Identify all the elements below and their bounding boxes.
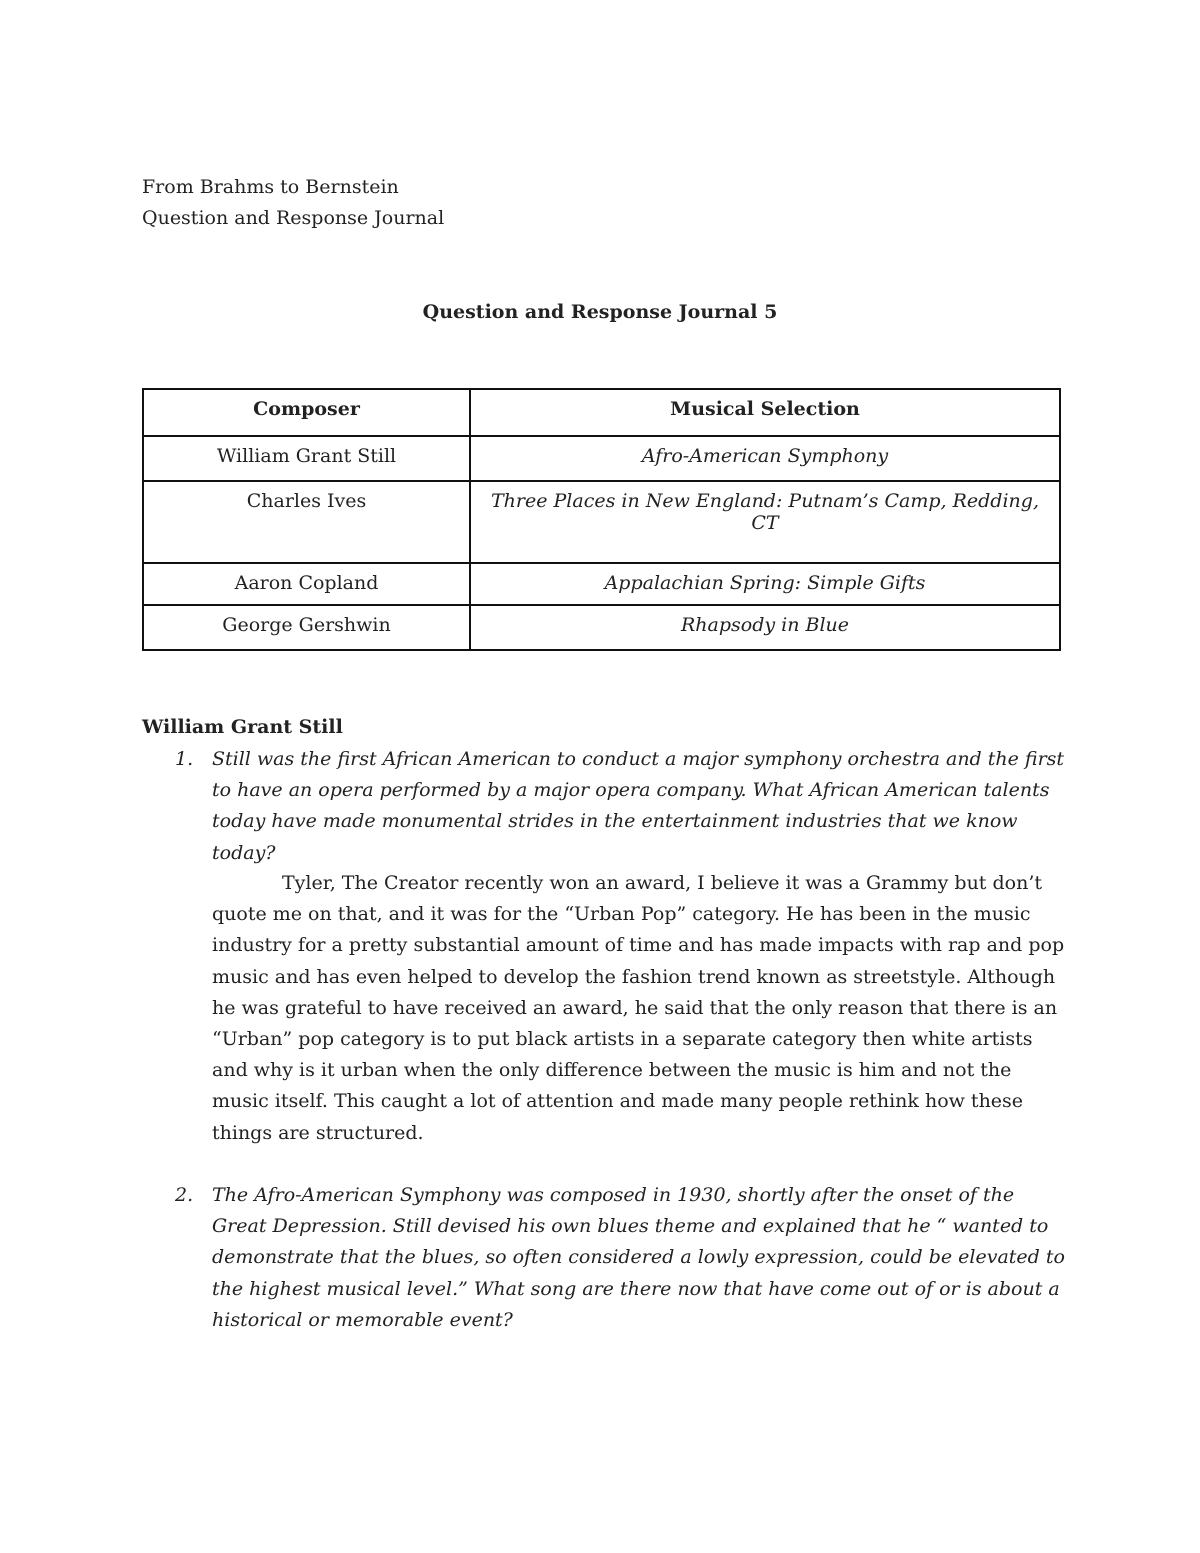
selection-cell: Appalachian Spring: Simple Gifts [470,563,1060,605]
composer-cell: William Grant Still [143,436,470,481]
table-row [143,436,1060,481]
section-heading: William Grant Still [142,716,343,738]
selection-cell: Three Places in New England: Putnam’s Camp, Redding, CT [470,481,1060,563]
composer-cell: Aaron Copland [143,563,470,605]
table-row [143,481,1060,563]
header-musical-selection: Musical Selection [470,389,1060,436]
question-text: The Afro-American Symphony was composed in 1930, shortly after the onset of the Great Depression. Still devised his own blues theme and explained that he “ wanted to demonstrate that the blues, so often considered a lowly expression, could be elevated to the highest musical level.” What song are there now that have come out of or is about a historical or memorable event? [212,1184,1065,1331]
question-item [142,1180,1072,1336]
question-number: 2. [175,1184,194,1206]
composer-table [142,388,1061,651]
selection-cell: Afro-American Symphony [470,436,1060,481]
table-row [143,563,1060,605]
composer-cell: Charles Ives [143,481,470,563]
composer-cell: George Gershwin [143,605,470,650]
question-text: Still was the first African American to conduct a major symphony orchestra and the first to have an opera performed by a major opera company. What African American talents today have made monumental strides in the entertainment industries that we know today? [212,748,1065,864]
table-header-row [143,389,1060,436]
header-composer: Composer [143,389,470,436]
course-name: From Brahms to Bernstein [142,176,399,198]
question-item [142,744,1072,869]
answer-paragraph: Tyler, The Creator recently won an award, I believe it was a Grammy but don’t quote me on that, and it was for the “Urban Pop” category. He has been in the music industry for a pretty substantial amount of time and has made impacts with rap and pop music and has even helped to develop the fashion trend known as streetstyle. Although he was grateful to have received an award, he said that the only reason that there is an “Urban” pop category is to put black artists in a separate category then white artists and why is it urban when the only difference between the music is him and not the music itself. This caught a lot of attention and made many people rethink how these things are structured. [212,872,1065,1144]
page-title: Question and Response Journal 5 [422,301,778,323]
question-number: 1. [175,748,194,770]
table-row [143,605,1060,650]
selection-cell: Rhapsody in Blue [470,605,1060,650]
journal-type: Question and Response Journal [142,207,445,229]
